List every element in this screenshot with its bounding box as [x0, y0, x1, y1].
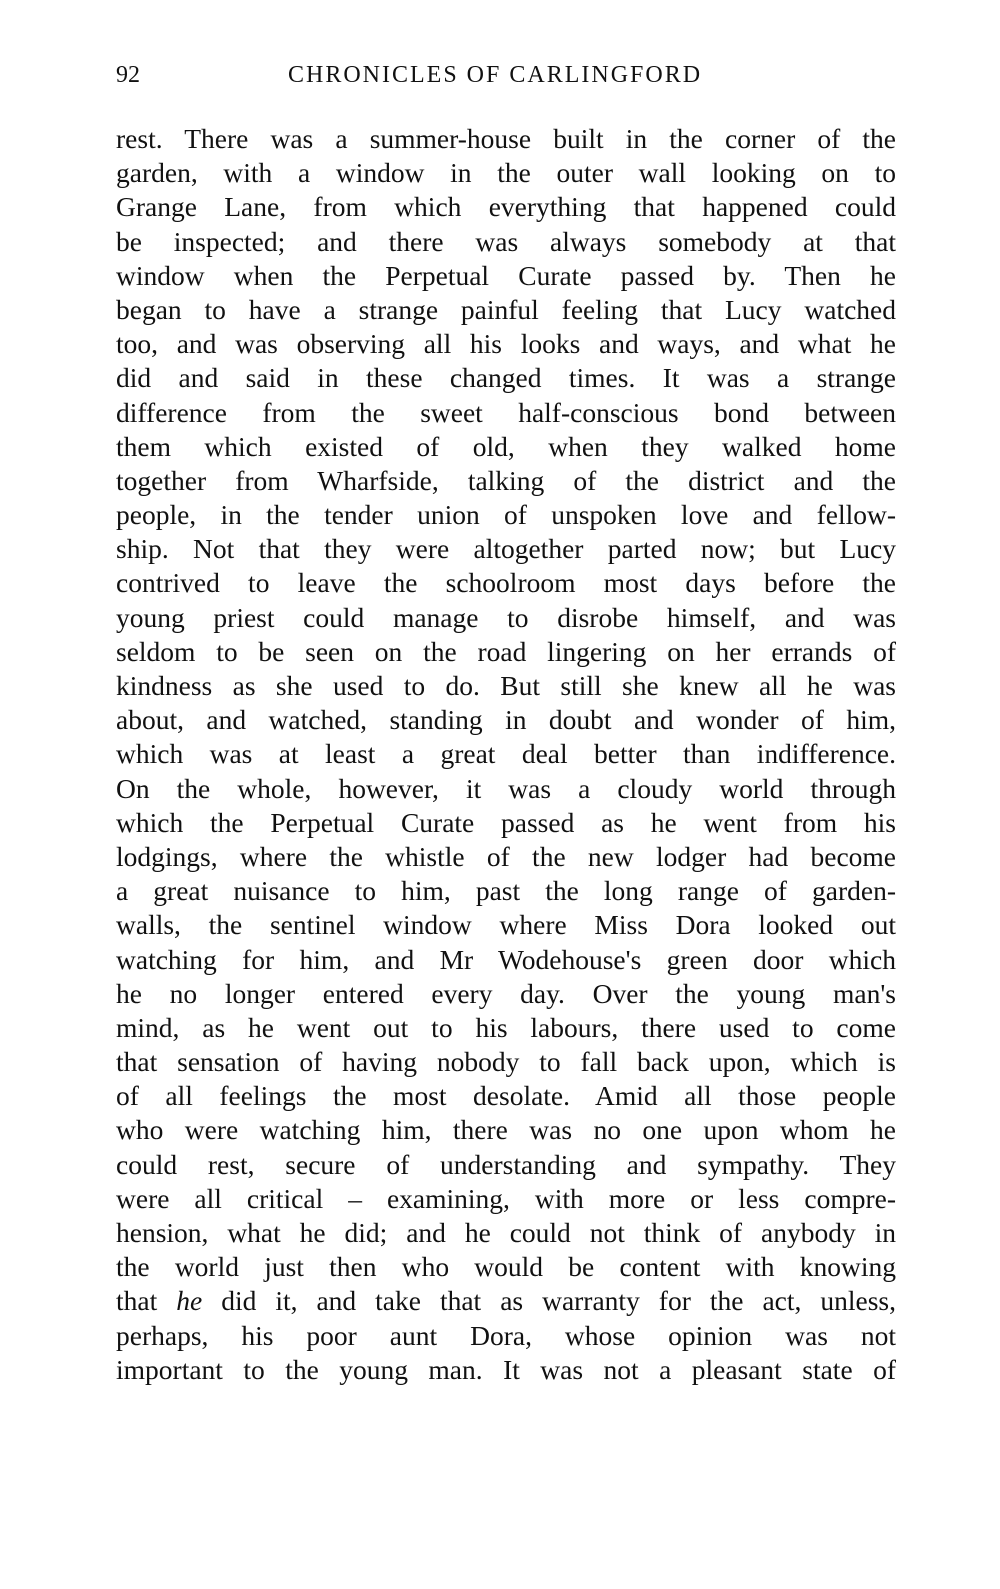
text-line: seldom to be seen on the road lingering on her errands of	[116, 635, 896, 667]
page-number: 92	[116, 62, 140, 88]
text-line: the world just then who would be content with knowing	[116, 1251, 896, 1283]
text-line: did and said in these changed times. It was a strange	[116, 362, 896, 394]
text-line-with-italic	[116, 1284, 896, 1318]
text-line: ship. Not that they were altogether parted now; but Lucy	[116, 533, 896, 565]
text-fragment: did it, and take that as warranty for the act, unless,	[202, 1285, 896, 1317]
running-title: CHRONICLES OF CARLINGFORD	[288, 62, 703, 88]
text-line: be inspected; and there was always somebody at that	[116, 225, 896, 257]
text-line: On the whole, however, it was a cloudy world through	[116, 772, 896, 804]
text-line: rest. There was a summer-house built in the corner of the	[116, 123, 896, 154]
text-line: who were watching him, there was no one upon whom he	[116, 1114, 896, 1146]
body-text	[116, 122, 896, 1387]
text-line: he no longer entered every day. Over the young man's	[116, 977, 896, 1009]
text-line: difference from the sweet half-conscious bond between	[116, 396, 896, 428]
text-fragment: that	[116, 1285, 177, 1317]
italic-word: he	[176, 1285, 203, 1317]
text-line: began to have a strange painful feeling that Lucy watched	[116, 293, 896, 325]
text-line: that sensation of having nobody to fall back upon, which is	[116, 1046, 896, 1078]
text-line: important to the young man. It was not a pleasant state of	[116, 1353, 896, 1385]
text-line: them which existed of old, when they walked home	[116, 430, 896, 462]
text-line: which was at least a great deal better than indifference.	[116, 738, 896, 770]
text-line: together from Wharfside, talking of the district and the	[116, 464, 896, 496]
text-line: contrived to leave the schoolroom most days before the	[116, 567, 896, 599]
text-line: hension, what he did; and he could not think of anybody in	[116, 1217, 896, 1248]
text-line: a great nuisance to him, past the long range of garden-	[116, 875, 896, 907]
text-line: people, in the tender union of unspoken love and fellow-	[116, 499, 896, 531]
text-line: garden, with a window in the outer wall looking on to	[116, 157, 896, 189]
text-line: kindness as she used to do. But still she knew all he was	[116, 670, 896, 701]
text-line: young priest could manage to disrobe himself, and was	[116, 601, 896, 633]
text-line: were all critical – examining, with more or less compre-	[116, 1182, 896, 1214]
text-line: of all feelings the most desolate. Amid all those people	[116, 1080, 896, 1112]
text-line: Grange Lane, from which everything that happened could	[116, 191, 896, 223]
page-header	[116, 62, 896, 98]
text-line: watching for him, and Mr Wodehouse's green door which	[116, 943, 896, 975]
text-line: about, and watched, standing in doubt and wonder of him,	[116, 704, 896, 736]
text-line: too, and was observing all his looks and ways, and what he	[116, 328, 896, 360]
text-line: window when the Perpetual Curate passed by. Then he	[116, 259, 896, 291]
text-line: mind, as he went out to his labours, there used to come	[116, 1011, 896, 1043]
text-line: could rest, secure of understanding and sympathy. They	[116, 1148, 896, 1180]
text-line: which the Perpetual Curate passed as he went from his	[116, 806, 896, 838]
text-line: walls, the sentinel window where Miss Dora looked out	[116, 909, 896, 941]
text-line: lodgings, where the whistle of the new lodger had become	[116, 840, 896, 872]
text-line: perhaps, his poor aunt Dora, whose opinion was not	[116, 1319, 896, 1351]
